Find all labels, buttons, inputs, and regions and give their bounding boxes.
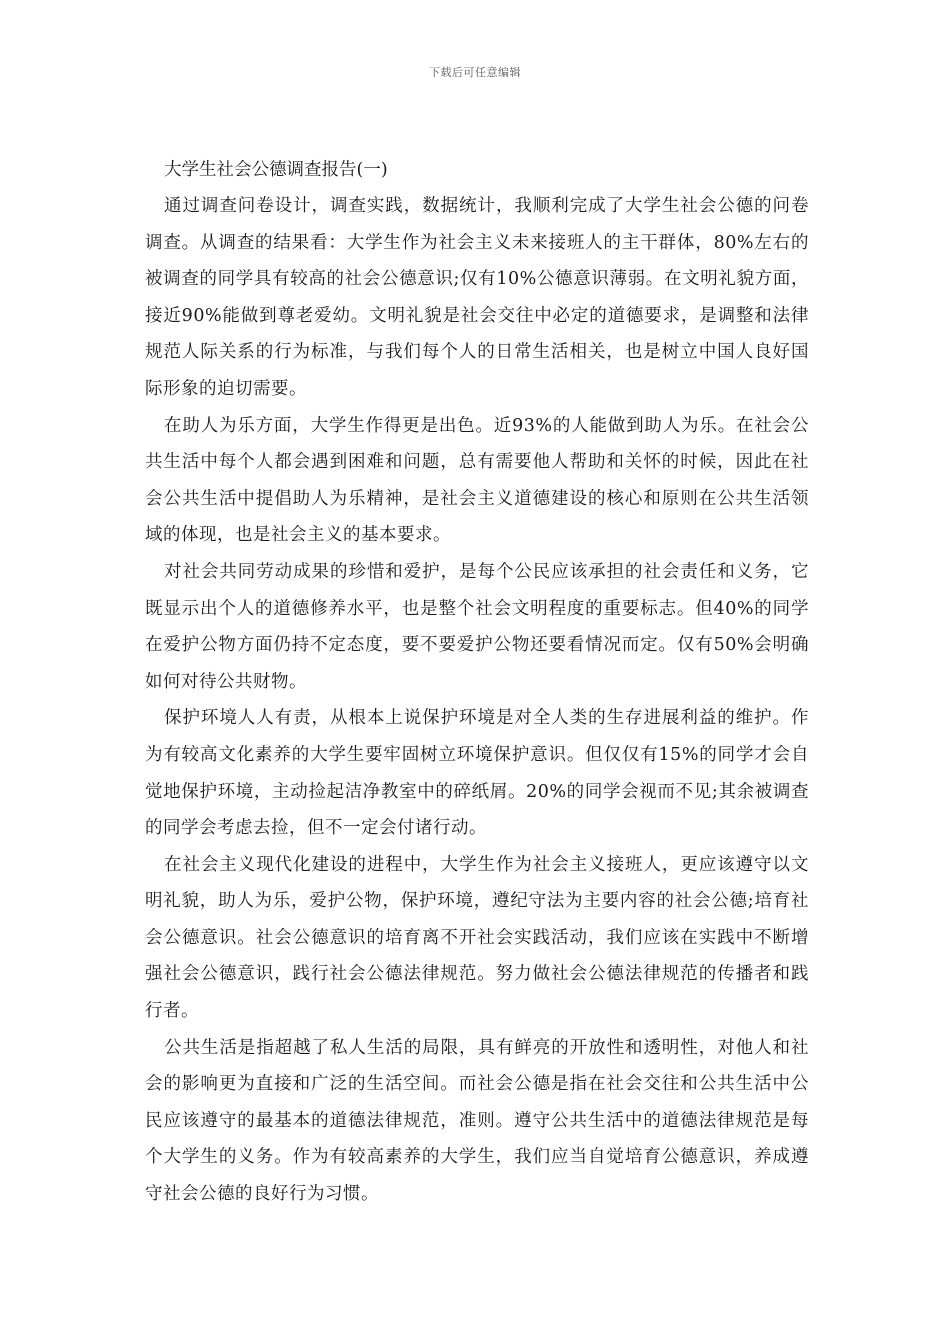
paragraph-helping-others: 在助人为乐方面，大学生作得更是出色。近93%的人能做到助人为乐。在社会公共生活中每个人都会遇到困难和问题，总有需要他人帮助和关怀的时候，因此在社会公共生活中提倡助人为乐精神，是社会主义道德建设的核心和原则在公共生活领域的体现，也是社会主义的基本要求。: [145, 415, 809, 546]
paragraph-environment: 保护环境人人有责，从根本上说保护环境是对全人类的生存进展利益的维护。作为有较高文化素养的大学生要牢固树立环境保护意识。但仅仅有15%的同学才会自觉地保护环境，主动捡起洁净教室中的碎纸屑。20%的同学会视而不见;其余被调查的同学会考虑去捡，但不一定会付诸行动。: [145, 708, 809, 839]
paragraph-public-property: 对社会共同劳动成果的珍惜和爱护，是每个公民应该承担的社会责任和义务，它既显示出个人的道德修养水平，也是整个社会文明程度的重要标志。但40%的同学在爱护公物方面仍持不定态度，要不要爱护公物还要看情况而定。仅有50%会明确如何对待公共财物。: [145, 561, 809, 692]
paragraph-intro: 通过调查问卷设计，调查实践，数据统计，我顺利完成了大学生社会公德的问卷调查。从调查的结果看：大学生作为社会主义未来接班人的主干群体，80%左右的被调查的同学具有较高的社会公德意识;仅有10%公德意识薄弱。在文明礼貌方面，接近90%能做到尊老爱幼。文明礼貌是社会交往中必定的道德要求，是调整和法律规范人际关系的行为标准，与我们每个人的日常生活相关，也是树立中国人良好国际形象的迫切需要。: [145, 196, 809, 399]
document-title: 大学生社会公德调查报告(一): [164, 160, 388, 180]
document-body: [145, 152, 809, 1213]
paragraph-modernization: 在社会主义现代化建设的进程中，大学生作为社会主义接班人，更应该遵守以文明礼貌，助人为乐，爱护公物，保护环境，遵纪守法为主要内容的社会公德;培育社会公德意识。社会公德意识的培育离不开社会实践活动，我们应该在实践中不断增强社会公德意识，践行社会公德法律规范。努力做社会公德法律规范的传播者和践行者。: [145, 854, 809, 1022]
page-header-note: 下载后可任意编辑: [429, 66, 521, 79]
paragraph-public-life: 公共生活是指超越了私人生活的局限，具有鲜亮的开放性和透明性，对他人和社会的影响更为直接和广泛的生活空间。而社会公德是指在社会交往和公共生活中公民应该遵守的最基本的道德法律规范，准则。遵守公共生活中的道德法律规范是每个大学生的义务。作为有较高素养的大学生，我们应当自觉培育公德意识，养成遵守社会公德的良好行为习惯。: [145, 1037, 809, 1205]
